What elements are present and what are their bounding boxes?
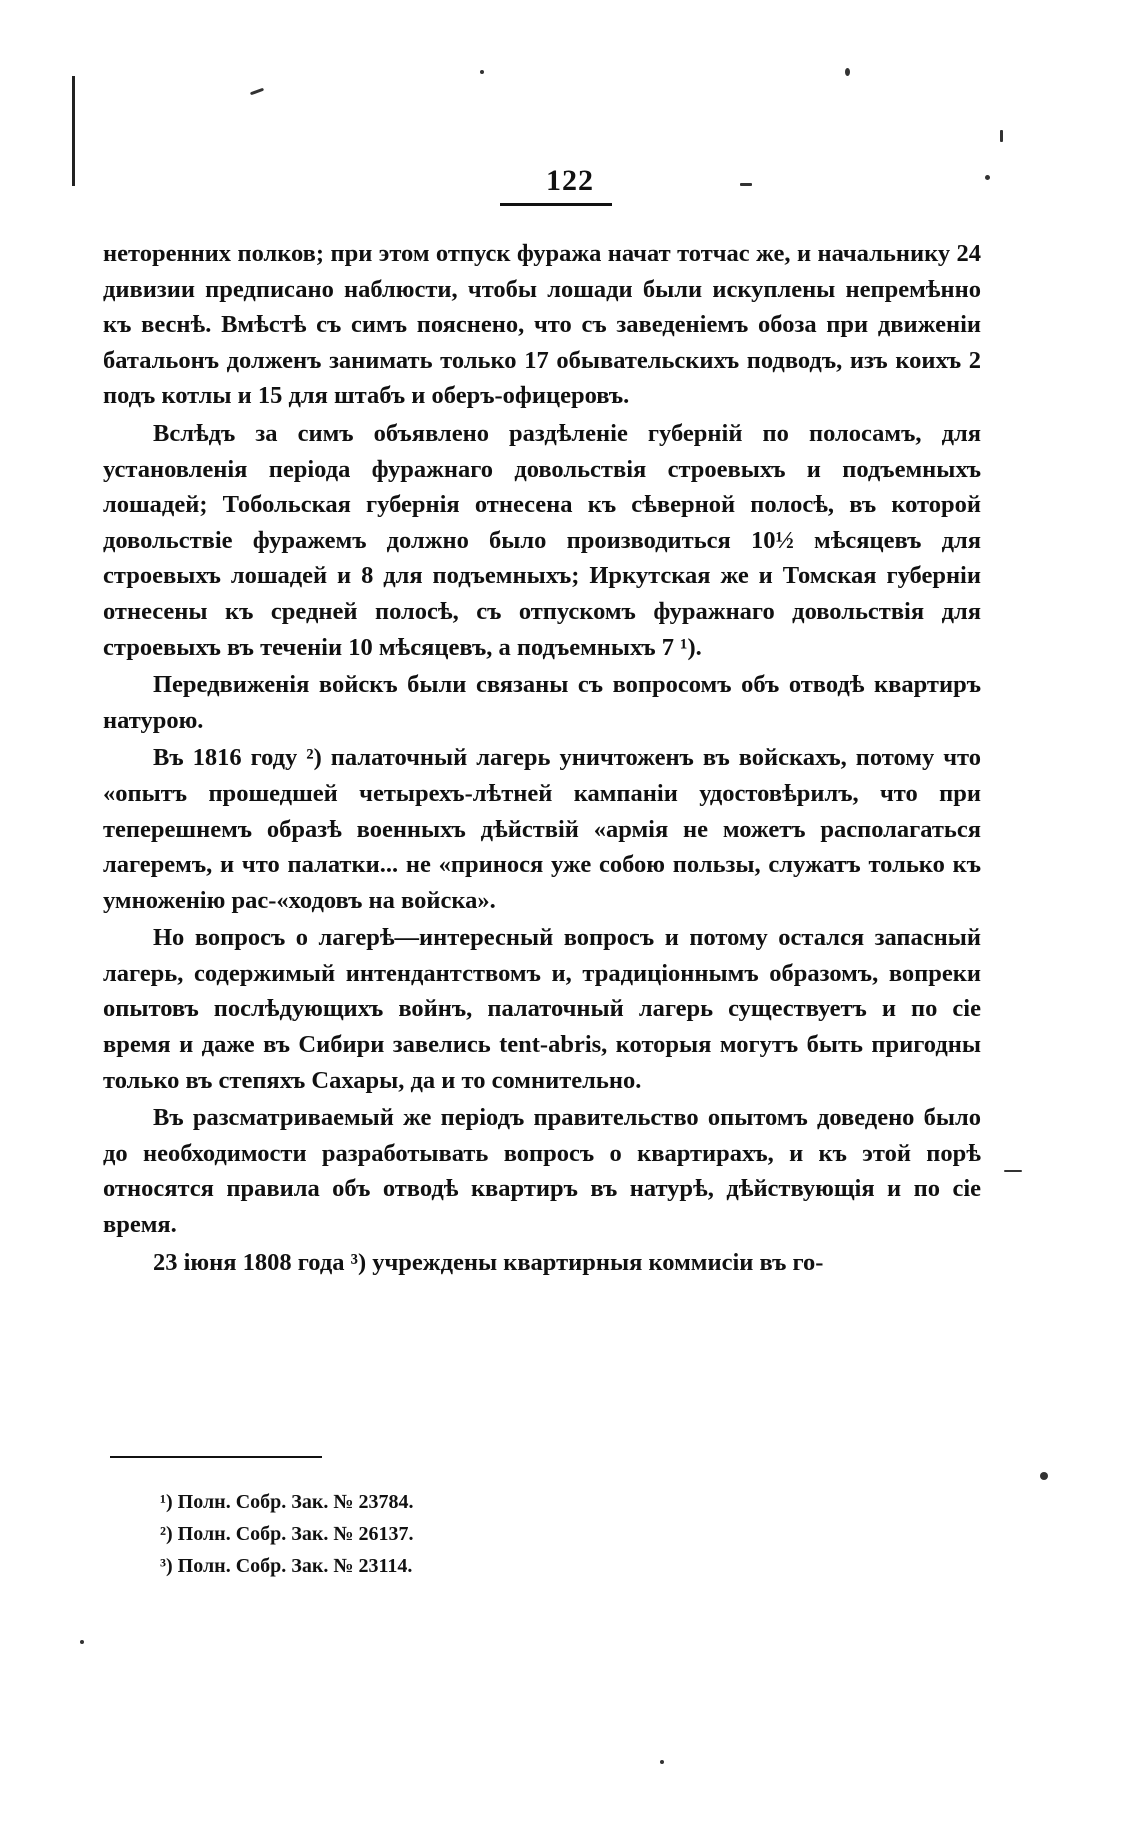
scan-speck	[845, 68, 850, 76]
scan-speck	[1004, 1170, 1022, 1172]
paragraph: неторенних полков; при этом отпуск фуража начат тотчас же, и начальнику 24 дивизии предписано наблюсти, чтобы лошади были искуплены непремѣнно къ веснѣ. Вмѣстѣ съ симъ пояснено, что съ заведенiемъ обоза при движенiи батальонъ долженъ занимать только 17 обывательскихъ подводъ, изъ коихъ 2 подъ котлы и 15 для штабъ и оберъ-офицеровъ.	[103, 240, 981, 410]
scan-speck	[250, 88, 264, 96]
footnote: ²) Полн. Собр. Зак. № 26137.	[160, 1523, 414, 1545]
paragraph: Въ 1816 году ²) палаточный лагерь уничтоженъ въ войскахъ, потому что «опытъ прошедшей четырехъ-лѣтней кампанiи удостовѣрилъ, что при теперешнемъ образѣ военныхъ дѣйствiй «армiя не можетъ располагаться лагеремъ, и что палатки... не «принося уже собою пользы, служатъ только къ умноженiю рас-«ходовъ на войска».	[103, 744, 981, 914]
paragraph: Вслѣдъ за симъ объявлено раздѣленiе губернiй по полосамъ, для установленiя перiода фуражнаго довольствiя строевыхъ и подъемныхъ лошадей; Тобольская губернiя отнесена къ сѣверной полосѣ, въ которой довольствiе фуражемъ должно было производиться 10½ мѣсяцевъ для строевыхъ лошадей и 8 для подъемныхъ; Иркутская же и Томская губернiи отнесены къ средней полосѣ, съ отпускомъ фуражнаго довольствiя для строевыхъ въ теченiи 10 мѣсяцевъ, а подъемныхъ 7 ¹).	[103, 419, 981, 661]
scan-speck	[1000, 130, 1003, 142]
scan-speck	[660, 1760, 664, 1764]
paragraph: Но вопросъ о лагерѣ—интересный вопросъ и потому остался запасный лагерь, содержимый интендантствомъ и, традицiоннымъ образомъ, вопреки опытовъ послѣдующихъ войнъ, палаточный лагерь существуетъ и по сiе время и даже въ Сибири завелись tent-abris, которыя могутъ быть пригодны только въ степяхъ Сахары, да и то сомнительно.	[103, 924, 981, 1094]
footnote: ¹) Полн. Собр. Зак. № 23784.	[160, 1491, 414, 1513]
scan-speck	[480, 70, 484, 74]
footnotes	[160, 1486, 760, 1582]
scan-speck	[740, 183, 752, 186]
paragraph: Въ разсматриваемый же перiодъ правительство опытомъ доведено было до необходимости разработывать вопросъ о квартирахъ, и къ этой порѣ относятся правила объ отводѣ квартиръ въ натурѣ, дѣйствующiя и по сiе время.	[103, 1104, 981, 1239]
scan-speck	[985, 175, 990, 180]
page-number-underline	[500, 203, 612, 206]
footnote-separator	[110, 1456, 322, 1458]
scan-speck	[1040, 1472, 1048, 1480]
page-number: 122	[546, 164, 594, 197]
paragraph: 23 iюня 1808 года ³) учреждены квартирныя коммисiи въ го-	[153, 1248, 824, 1276]
body-text	[103, 236, 981, 1282]
footnote: ³) Полн. Собр. Зак. № 23114.	[160, 1555, 413, 1577]
paragraph: Передвиженiя войскъ были связаны съ вопросомъ объ отводѣ квартиръ натурою.	[103, 671, 981, 734]
scan-speck	[80, 1640, 84, 1644]
